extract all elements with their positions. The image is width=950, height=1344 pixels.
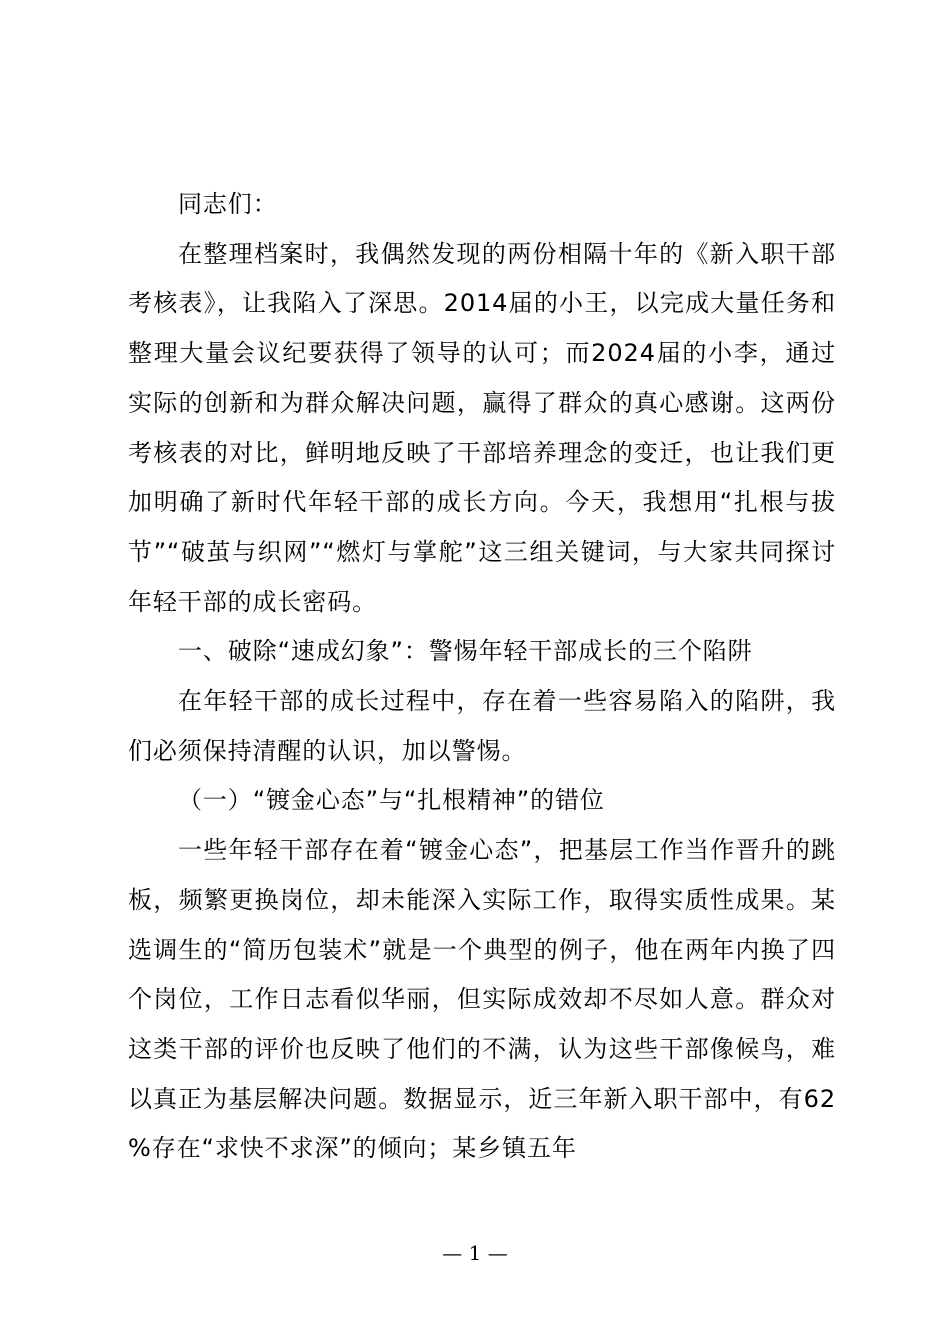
salutation: 同志们： bbox=[178, 190, 278, 218]
section-intro-paragraph: 在年轻干部的成长过程中，存在着一些容易陷入的陷阱，我们必须保持清醒的认识，加以警惕。 bbox=[128, 687, 836, 765]
subsection-paragraph: 一些年轻干部存在着“镀金心态”，把基层工作当作晋升的跳板，频繁更换岗位，却未能深入实际工作，取得实质性成果。某选调生的“简历包装术”就是一个典型的例子，他在两年内换了四个岗位，工作日志看似华丽，但实际成效却不尽如人意。群众对这类干部的评价也反映了他们的不满，认为这些干部像候鸟，难以真正为基层解决问题。数据显示，近三年新入职干部中，有62%存在“求快不求深”的倾向；某乡镇五年 bbox=[128, 836, 836, 1163]
intro-paragraph: 在整理档案时，我偶然发现的两份相隔十年的《新入职干部考核表》，让我陷入了深思。2014届的小王，以完成大量任务和整理大量会议纪要获得了领导的认可；而2024届的小李，通过实际的创新和为群众解决问题，赢得了群众的真心感谢。这两份考核表的对比，鲜明地反映了干部培养理念的变迁，也让我们更加明确了新时代年轻干部的成长方向。今天，我想用“扎根与拔节”“破茧与织网”“燃灯与掌舵”这三组关键词，与大家共同探讨年轻干部的成长密码。 bbox=[128, 239, 836, 616]
subsection-heading: （一）“镀金心态”与“扎根精神”的错位 bbox=[178, 786, 605, 815]
page-number: — 1 — bbox=[442, 1241, 508, 1265]
section-heading: 一、破除“速成幻象”：警惕年轻干部成长的三个陷阱 bbox=[178, 637, 753, 666]
document-body bbox=[128, 180, 836, 1174]
